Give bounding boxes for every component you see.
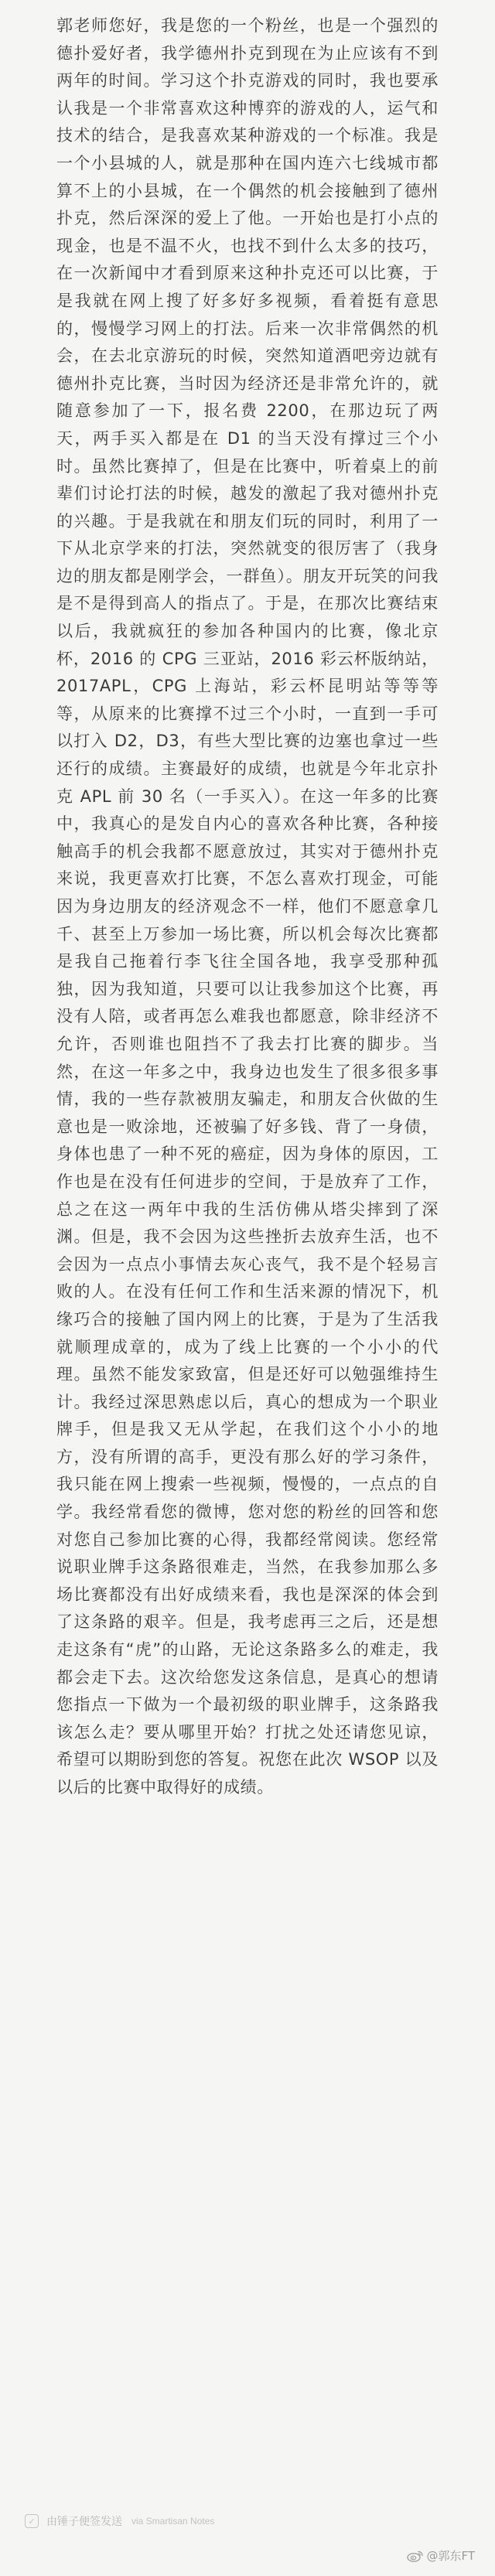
weibo-logo-icon <box>407 2550 424 2562</box>
note-footer <box>25 2506 470 2537</box>
watermark-handle: @郭东FT <box>426 2549 475 2563</box>
footer-sent-from: 由锤子便签发送 <box>46 2516 122 2528</box>
letter-body: 郭老师您好，我是您的一个粉丝，也是一个强烈的德扑爱好者，我学德州扑克到现在为止应该有不到两年的时间。学习这个扑克游戏的同时，我也要承认我是一个非常喜欢这种博弈的游戏的人，运气和技术的结合，是我喜欢某种游戏的一个标准。我是一个小县城的人，就是那种在国内连六七线城市都算不上的小县城，在一个偶然的机会接触到了德州扑克，然后深深的爱上了他。一开始也是打小点的现金，也是不温不火，也找不到什么太多的技巧，在一次新闻中才看到原来这种扑克还可以比赛，于是我就在网上搜了好多好多视频，看着挺有意思的，慢慢学习网上的打法。后来一次非常偶然的机会，在去北京游玩的时候，突然知道酒吧旁边就有德州扑克比赛，当时因为经济还是非常允许的，就随意参加了一下，报名费 2200，在那边玩了两天，两手买入都是在 D1 的当天没有撑过三个小时。虽然比赛掉了，但是在比赛中，听着桌上的前辈们讨论打法的时候，越发的激起了我对德州扑克的兴趣。于是我就在和朋友们玩的同时，利用了一下从北京学来的打法，突然就变的很厉害了（我身边的朋友都是刚学会，一群鱼）。朋友开玩笑的问我是不是得到高人的指点了。于是，在那次比赛结束以后，我就疯狂的参加各种国内的比赛，像北京杯，2016 的 CPG 三亚站，2016 彩云杯版纳站，2017APL，CPG 上海站，彩云杯昆明站等等等等，从原来的比赛撑不过三个小时，一直到一手可以打入 D2，D3，有些大型比赛的边塞也拿过一些还行的成绩。主赛最好的成绩，也就是今年北京扑克 APL 前 30 名（一手买入）。在这一年多的比赛中，我真心的是发自内心的喜欢各种比赛，各种接触高手的机会我都不愿意放过，其实对于德州扑克来说，我更喜欢打比赛，不怎么喜欢打现金，可能因为身边朋友的经济观念不一样，他们不愿意拿几千、甚至上万参加一场比赛，所以机会每次比赛都是我自己拖着行李飞往全国各地，我享受那种孤独，因为我知道，只要可以让我参加这个比赛，再没有人陪，或者再怎么难我也都愿意，除非经济不允许，否则谁也阻挡不了我去打比赛的脚步。当然，在这一年多之中，我身边也发生了很多很多事情，我的一些存款被朋友骗走，和朋友合伙做的生意也是一败涂地，还被骗了好多钱、背了一身债，身体也患了一种不死的癌症，因为身体的原因，工作也是在没有任何进步的空间，于是放弃了工作，总之在这一两年中我的生活仿佛从塔尖摔到了深渊。但是，我不会因为这些挫折去放弃生活，也不会因为一点点小事情去灰心丧气，我不是个轻易言败的人。在没有任何工作和生活来源的情况下，机缘巧合的接触了国内网上的比赛，于是为了生活我就顺理成章的，成为了线上比赛的一个小小的代理。虽然不能发家致富，但是还好可以勉强维持生计。我经过深思熟虑以后，真心的想成为一个职业牌手，但是我又无从学起，在我们这个小小的地方，没有所谓的高手，更没有那么好的学习条件，我只能在网上搜索一些视频，慢慢的，一点点的自学。我经常看您的微博，您对您的粉丝的回答和您对您自己参加比赛的心得，我都经常阅读。您经常说职业牌手这条路很难走，当然，在我参加那么多场比赛都没有出好成绩来看，我也是深深的体会到了这条路的艰辛。但是，我考虑再三之后，还是想走这条有“虎”的山路，无论这条路多么的难走，我都会走下去。这次给您发这条信息，是真心的想请您指点一下做为一个最初级的职业牌手，这条路我该怎么走？要从哪里开始？打扰之处还请您见谅，希望可以期盼到您的答复。祝您在此次 WSOP 以及以后的比赛中取得好的成绩。 <box>56 16 439 1796</box>
smartisan-notes-icon: ✓ <box>25 2514 39 2528</box>
weibo-watermark <box>407 2547 475 2564</box>
footer-via: via Smartisan Notes <box>131 2516 215 2527</box>
